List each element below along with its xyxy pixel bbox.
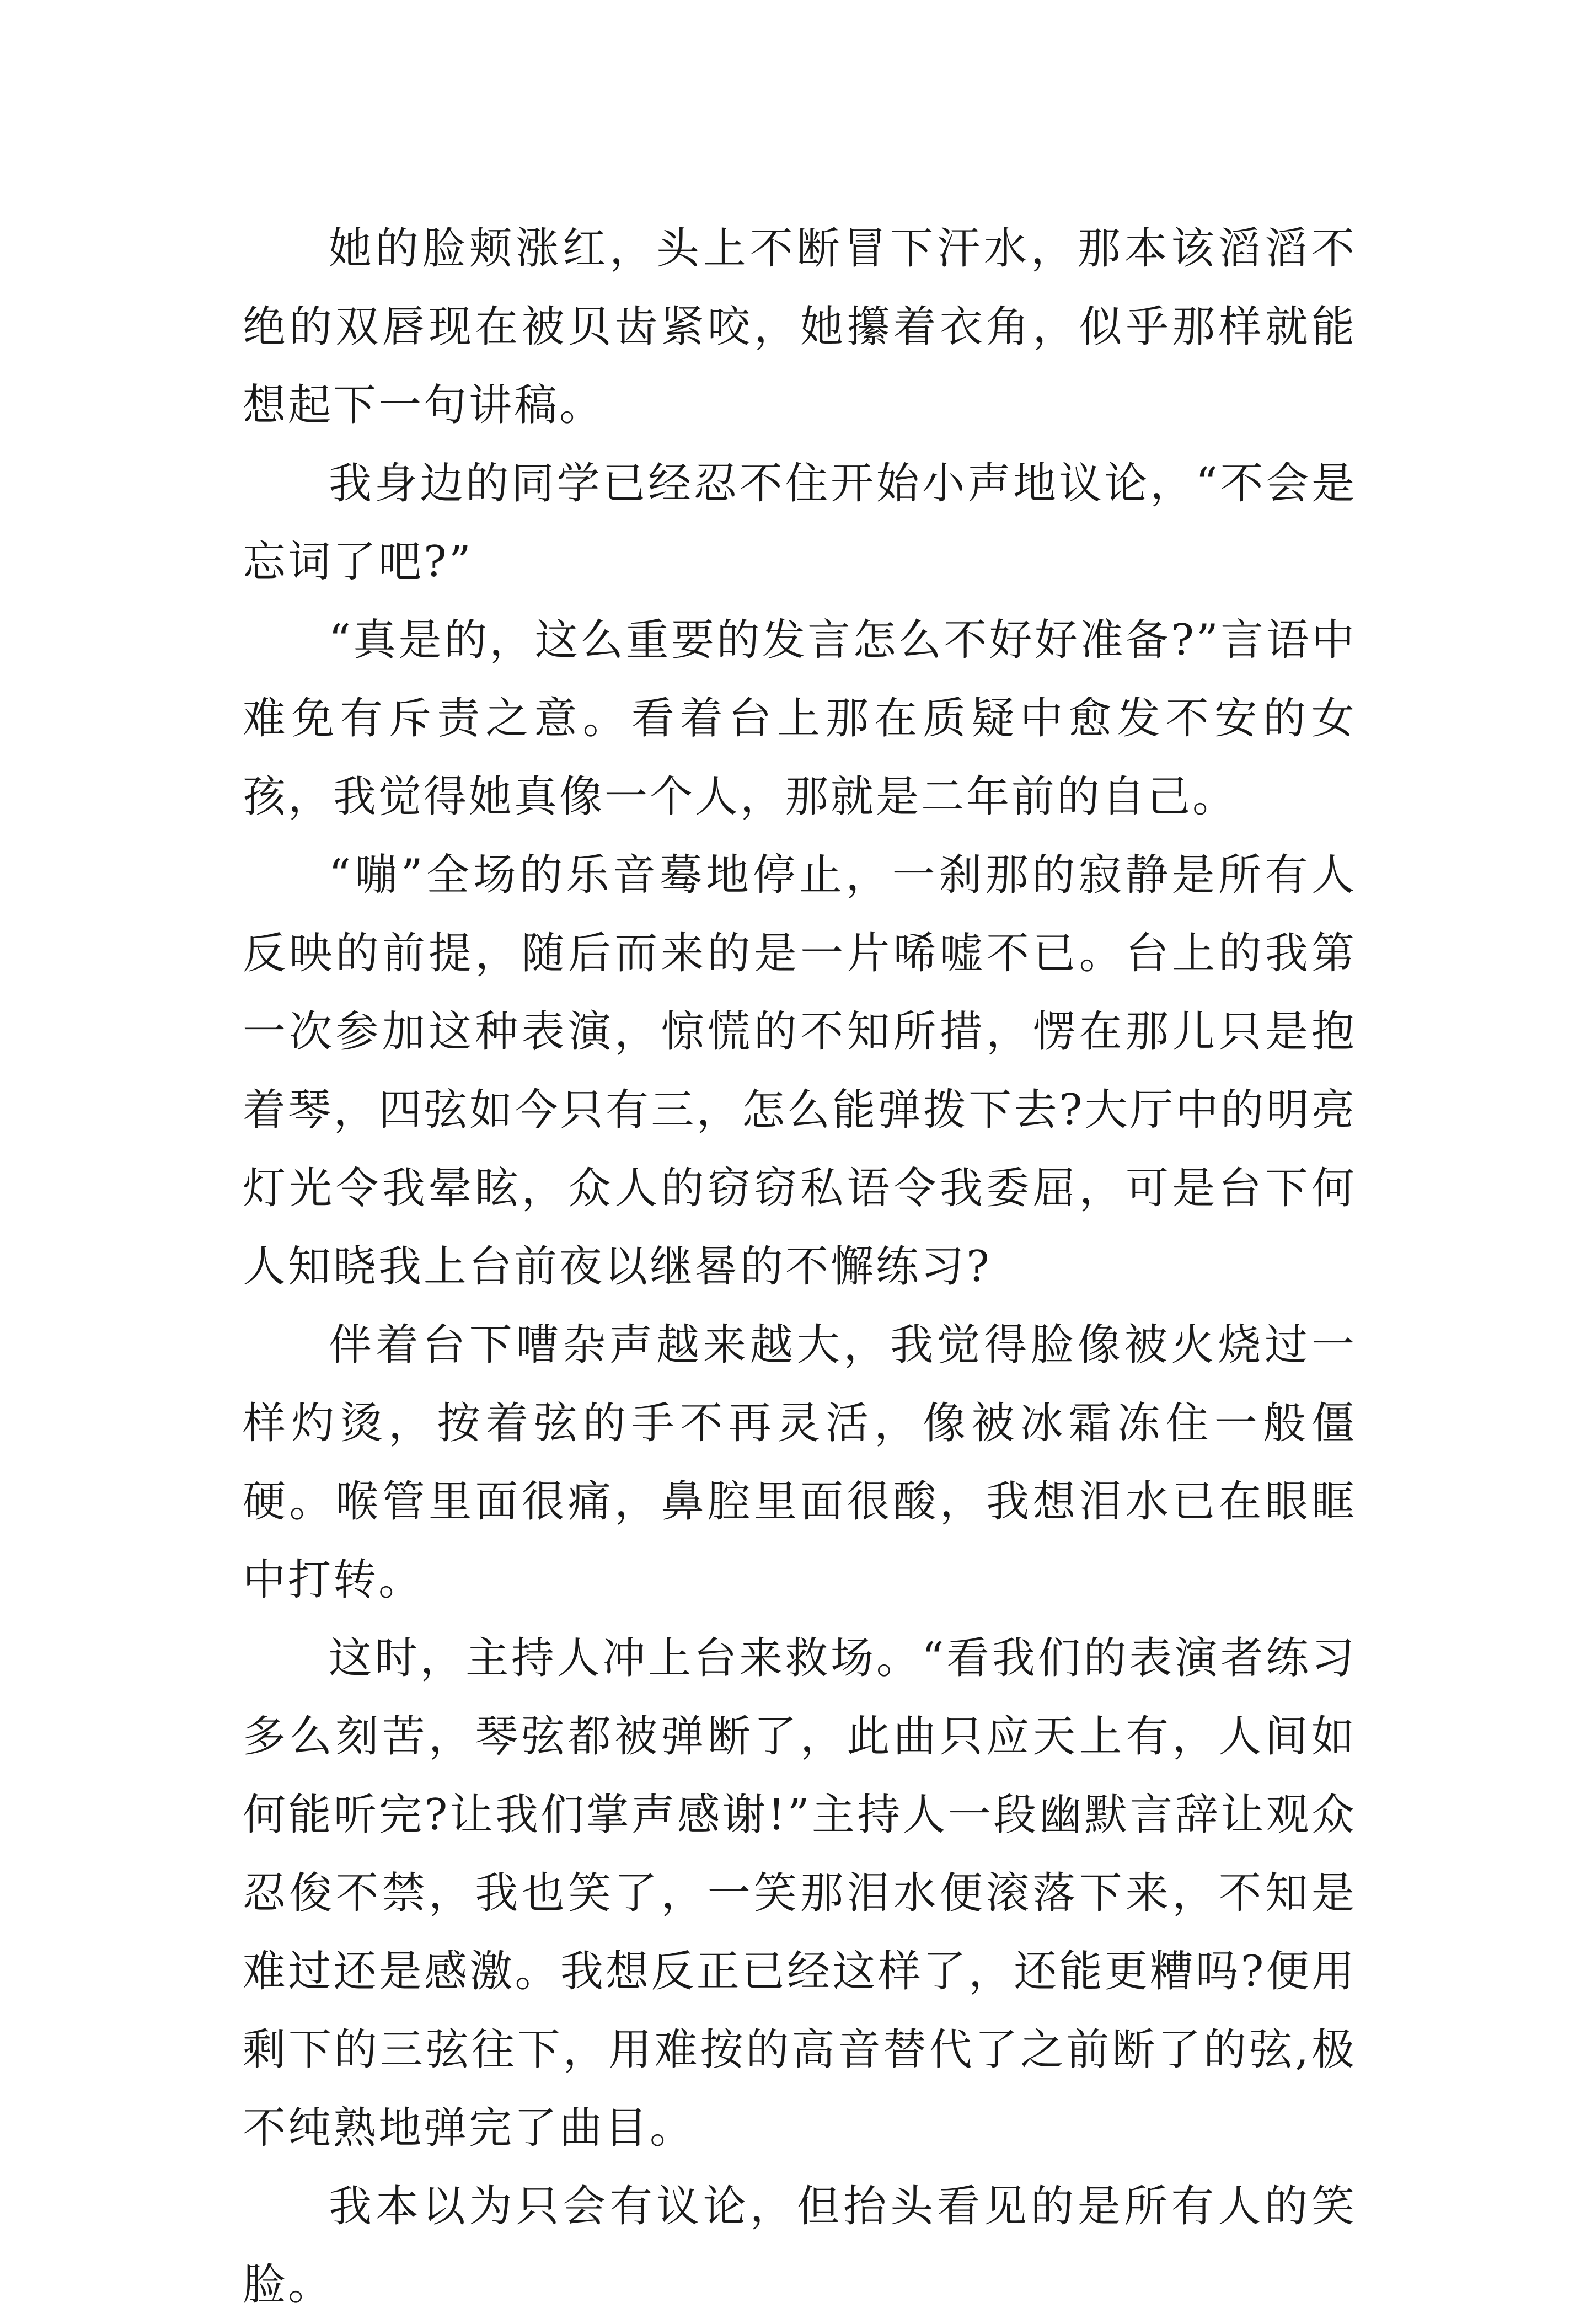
paragraph-1: 她的脸颊涨红，头上不断冒下汗水，那本该滔滔不绝的双唇现在被贝齿紧咬，她攥着衣角，似乎那样就能想起下一句讲稿。 <box>243 224 1357 430</box>
paragraph-6: 这时，主持人冲上台来救场。“看我们的表演者练习多么刻苦，琴弦都被弹断了，此曲只应天上有，人间如何能听完?让我们掌声感谢!”主持人一段幽默言辞让观众忍俊不禁，我也笑了，一笑那泪水便滚落下来，不知是难过还是感激。我想反正已经这样了，还能更糟吗?便用剩下的三弦往下，用难按的高音替代了之前断了的弦,极不纯熟地弹完了曲目。 <box>243 1634 1357 2153</box>
paragraph-5: 伴着台下嘈杂声越来越大，我觉得脸像被火烧过一样灼烫，按着弦的手不再灵活，像被冰霜冻住一般僵硬。喉管里面很痛，鼻腔里面很酸，我想泪水已在眼眶中打转。 <box>243 1320 1357 1605</box>
paragraph-7: 我本以为只会有议论，但抬头看见的是所有人的笑脸。 <box>243 2182 1357 2310</box>
body-text <box>243 210 1357 2324</box>
paragraph-2: 我身边的同学已经忍不住开始小声地议论，“不会是忘词了吧?” <box>243 459 1357 587</box>
paragraph-3: “真是的，这么重要的发言怎么不好好准备?”言语中难免有斥责之意。看着台上那在质疑中愈发不安的女孩，我觉得她真像一个人，那就是二年前的自己。 <box>243 615 1357 822</box>
paragraph-4: “嘣”全场的乐音蓦地停止，一刹那的寂静是所有人反映的前提，随后而来的是一片唏嘘不已。台上的我第一次参加这种表演，惊慌的不知所措，愣在那儿只是抱着琴，四弦如今只有三，怎么能弹拨下去?大厅中的明亮灯光令我晕眩，众人的窃窃私语令我委屈，可是台下何人知晓我上台前夜以继晷的不懈练习? <box>243 850 1357 1292</box>
